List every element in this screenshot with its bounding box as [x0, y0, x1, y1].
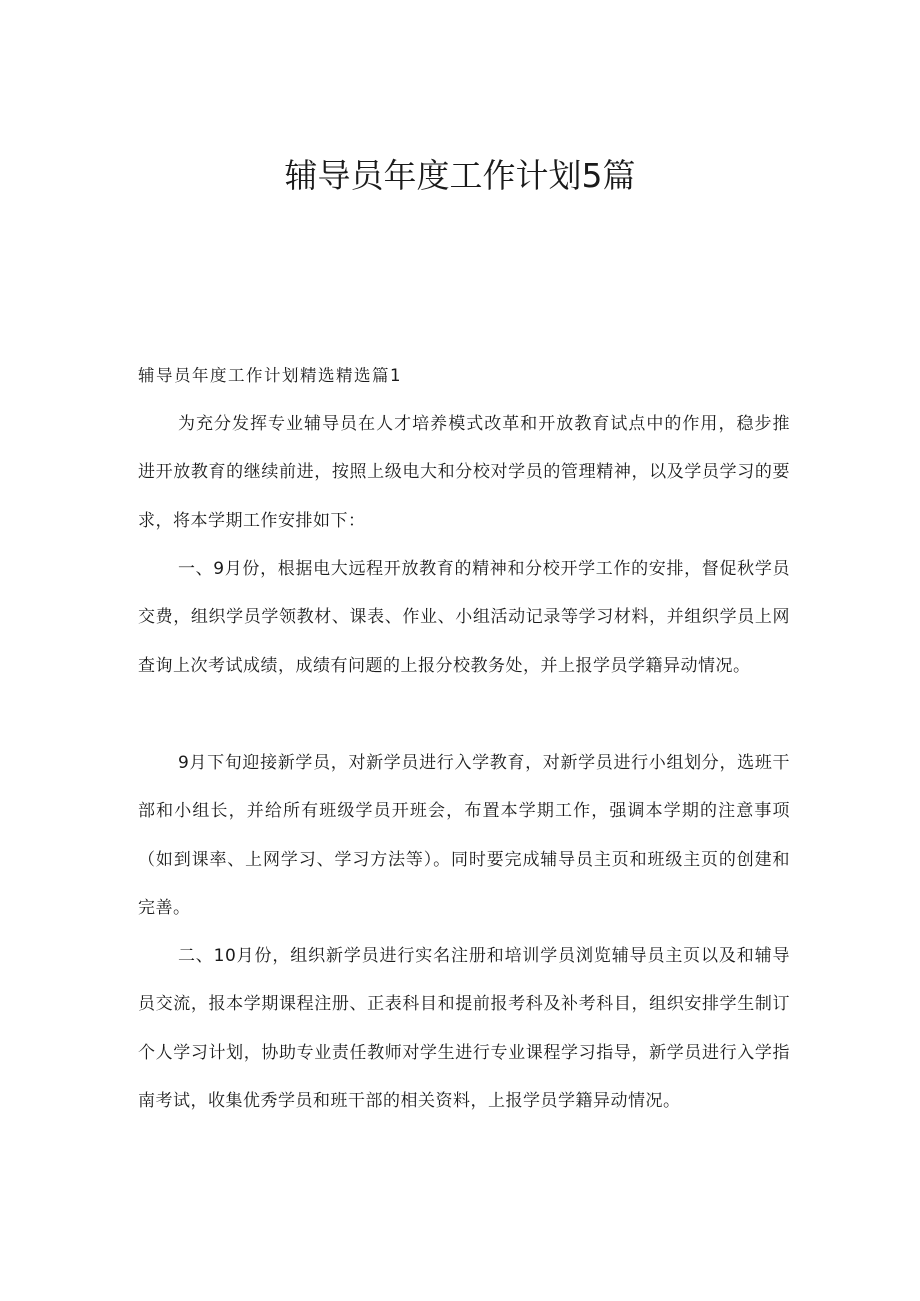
- paragraph-intro: 为充分发挥专业辅导员在人才培养模式改革和开放教育试点中的作用，稳步推进开放教育的继续前进，按照上级电大和分校对学员的管理精神，以及学员学习的要求，将本学期工作安排如下：: [138, 414, 790, 531]
- section-heading: 辅导员年度工作计划精选精选篇1: [138, 366, 402, 385]
- paragraph-september: 一、9月份，根据电大远程开放教育的精神和分校开学工作的安排，督促秋学员交费，组织学员学领教材、课表、作业、小组活动记录等学习材料，并组织学员上网查询上次考试成绩，成绩有问题的上报分校教务处，并上报学员学籍异动情况。: [138, 559, 790, 676]
- paragraph-late-september: 9月下旬迎接新学员，对新学员进行入学教育，对新学员进行小组划分，选班干部和小组长，并给所有班级学员开班会，布置本学期工作，强调本学期的注意事项（如到课率、上网学习、学习方法等）。同时要完成辅导员主页和班级主页的创建和完善。: [138, 753, 790, 919]
- paragraph-october: 二、10月份，组织新学员进行实名注册和培训学员浏览辅导员主页以及和辅导员交流，报本学期课程注册、正表科目和提前报考科及补考科目，组织安排学生制订个人学习计划，协助专业责任教师对学生进行专业课程学习指导，新学员进行入学指南考试，收集优秀学员和班干部的相关资料，上报学员学籍异动情况。: [138, 946, 790, 1112]
- document-title: 辅导员年度工作计划5篇: [284, 156, 636, 195]
